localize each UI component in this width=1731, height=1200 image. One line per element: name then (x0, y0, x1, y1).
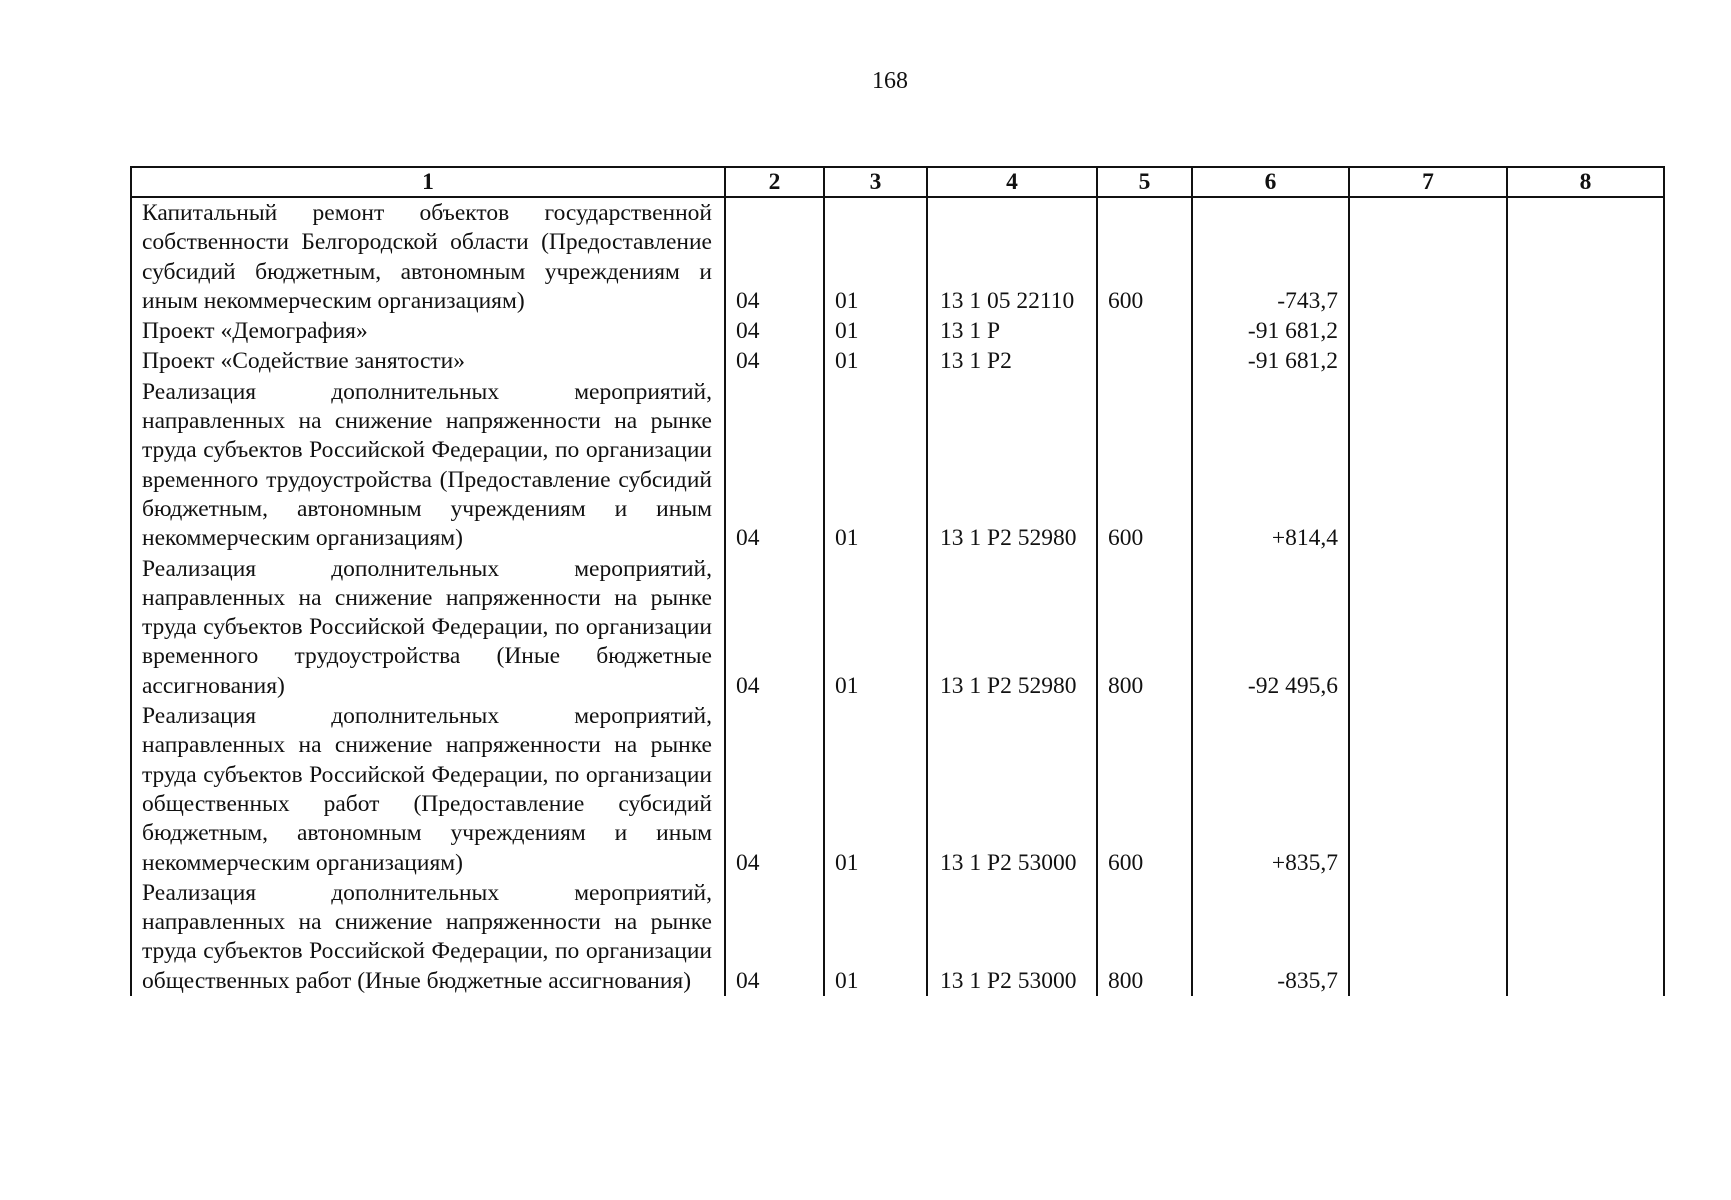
row-amount: +835,7 (1192, 701, 1349, 878)
row-col8 (1507, 701, 1664, 878)
row-expense-type: 600 (1097, 701, 1192, 878)
row-expense-type (1097, 346, 1192, 376)
row-subsection: 01 (824, 878, 927, 996)
row-target-article: 13 1 05 22110 (927, 197, 1097, 316)
row-col8 (1507, 878, 1664, 996)
row-target-article: 13 1 Р2 (927, 346, 1097, 376)
table-row (131, 377, 1664, 554)
row-col7 (1349, 878, 1507, 996)
row-section: 04 (725, 701, 824, 878)
row-amount: +814,4 (1192, 377, 1349, 554)
row-col8 (1507, 316, 1664, 346)
row-col7 (1349, 554, 1507, 701)
row-name: Проект «Демография» (131, 316, 725, 346)
row-expense-type: 600 (1097, 197, 1192, 316)
row-section: 04 (725, 197, 824, 316)
row-col8 (1507, 554, 1664, 701)
row-target-article: 13 1 Р2 53000 (927, 878, 1097, 996)
row-expense-type: 600 (1097, 377, 1192, 554)
row-col7 (1349, 197, 1507, 316)
table-row (131, 316, 1664, 346)
row-name: Реализация дополнительных мероприятий, направленных на снижение напряженности на рынке труда субъектов Российской Федерации, по организации общественных работ (Предоставление субсидий бюджетным, автономным учреждениям и иным некоммерческим организациям) (131, 701, 725, 878)
row-amount: -91 681,2 (1192, 346, 1349, 376)
header-col-8: 8 (1507, 167, 1664, 197)
row-section: 04 (725, 554, 824, 701)
table-row (131, 554, 1664, 701)
row-target-article: 13 1 Р (927, 316, 1097, 346)
row-col8 (1507, 197, 1664, 316)
header-row (131, 167, 1664, 197)
row-subsection: 01 (824, 377, 927, 554)
row-target-article: 13 1 Р2 52980 (927, 554, 1097, 701)
header-col-5: 5 (1097, 167, 1192, 197)
row-subsection: 01 (824, 554, 927, 701)
header-col-1: 1 (131, 167, 725, 197)
header-col-4: 4 (927, 167, 1097, 197)
row-name: Проект «Содействие занятости» (131, 346, 725, 376)
table-row (131, 346, 1664, 376)
row-subsection: 01 (824, 701, 927, 878)
row-name: Реализация дополнительных мероприятий, направленных на снижение напряженности на рынке труда субъектов Российской Федерации, по организации общественных работ (Иные бюджетные ассигнования) (131, 878, 725, 996)
header-col-3: 3 (824, 167, 927, 197)
row-section: 04 (725, 377, 824, 554)
table-header (131, 167, 1664, 197)
row-name: Реализация дополнительных мероприятий, направленных на снижение напряженности на рынке труда субъектов Российской Федерации, по организации временного трудоустройства (Иные бюджетные ассигнования) (131, 554, 725, 701)
table-body (131, 197, 1664, 996)
row-amount: -92 495,6 (1192, 554, 1349, 701)
row-subsection: 01 (824, 197, 927, 316)
table-row (131, 197, 1664, 316)
row-expense-type: 800 (1097, 554, 1192, 701)
table-row (131, 878, 1664, 996)
row-expense-type (1097, 316, 1192, 346)
row-section: 04 (725, 316, 824, 346)
row-section: 04 (725, 878, 824, 996)
row-col7 (1349, 346, 1507, 376)
page-number: 168 (872, 68, 908, 94)
row-subsection: 01 (824, 316, 927, 346)
header-col-7: 7 (1349, 167, 1507, 197)
row-target-article: 13 1 Р2 53000 (927, 701, 1097, 878)
row-name: Капитальный ремонт объектов государственной собственности Белгородской области (Предоставление субсидий бюджетным, автономным учреждениям и иным некоммерческим организациям) (131, 197, 725, 316)
row-target-article: 13 1 Р2 52980 (927, 377, 1097, 554)
row-col7 (1349, 701, 1507, 878)
table-row (131, 701, 1664, 878)
row-amount: -835,7 (1192, 878, 1349, 996)
budget-table (130, 166, 1665, 996)
row-section: 04 (725, 346, 824, 376)
row-expense-type: 800 (1097, 878, 1192, 996)
row-name: Реализация дополнительных мероприятий, направленных на снижение напряженности на рынке труда субъектов Российской Федерации, по организации временного трудоустройства (Предоставление субсидий бюджетным, автономным учреждениям и иным некоммерческим организациям) (131, 377, 725, 554)
row-col7 (1349, 316, 1507, 346)
row-amount: -91 681,2 (1192, 316, 1349, 346)
row-col8 (1507, 346, 1664, 376)
header-col-2: 2 (725, 167, 824, 197)
row-amount: -743,7 (1192, 197, 1349, 316)
header-col-6: 6 (1192, 167, 1349, 197)
row-col7 (1349, 377, 1507, 554)
row-subsection: 01 (824, 346, 927, 376)
row-col8 (1507, 377, 1664, 554)
